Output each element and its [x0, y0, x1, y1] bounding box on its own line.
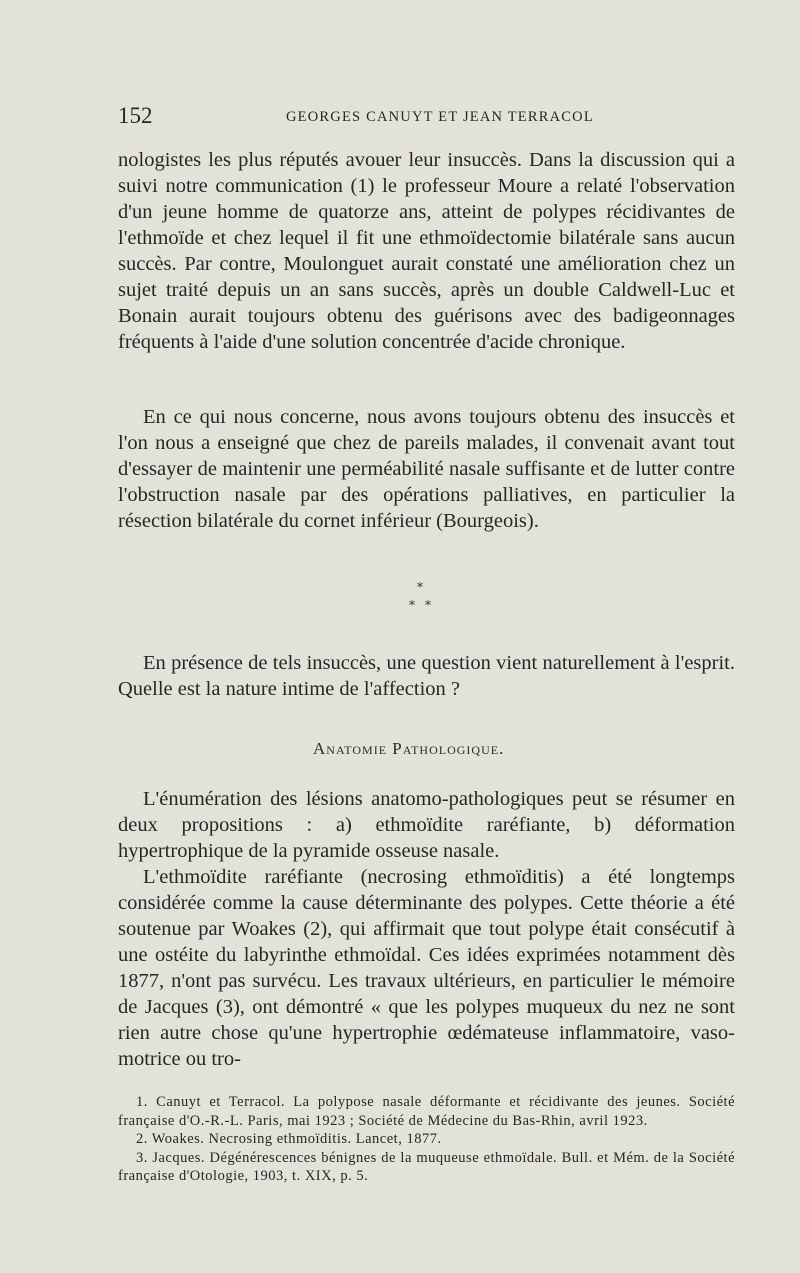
paragraph-4: L'énumération des lésions anatomo-pathologiques peut se résumer en deux propositions : a) ethmoïdite raréfiante, b) déformation hypertrophique de la pyramide osseuse nasale. — [118, 788, 735, 862]
running-head: GEORGES CANUYT ET JEAN TERRACOL — [286, 109, 594, 125]
asterisk-right: * — [425, 598, 431, 612]
paragraph-1: nologistes les plus réputés avouer leur insuccès. Dans la discussion qui a suivi notre communication (1) le professeur Moure a relaté l'observation d'un jeune homme de quatorze ans, atteint de polypes récidivantes de l'ethmoïde et chez lequel il fit une ethmoïdectomie bilatérale sans aucun succès. Par contre, Moulonguet aurait constaté une amélioration chez un sujet traité depuis un an sans succès, après un double Caldwell-Luc et Bonain aurait toujours obtenu des guérisons avec des badigeonnages fréquents à l'aide d'une solution concentrée d'acide chronique. — [118, 149, 735, 353]
asterisk-left: * — [409, 598, 415, 612]
section-heading: Anatomie Pathologique. — [313, 739, 505, 758]
paragraph-continued — [118, 147, 735, 355]
section-separator-asterisks — [400, 580, 440, 620]
footnotes — [118, 1093, 735, 1186]
footnote-1: 1. Canuyt et Terracol. La polypose nasale déformante et récidivante des jeunes. Société française d'O.-R.-L. Paris, mai 1923 ; Société de Médecine du Bas-Rhin, avril 1923. — [118, 1094, 735, 1129]
paragraph-group-3 — [118, 650, 735, 702]
asterisk-top: * — [417, 580, 423, 594]
paragraph-3: En présence de tels insuccès, une question vient naturellement à l'esprit. Quelle est la nature intime de l'affection ? — [118, 652, 735, 700]
paragraph-group-2 — [118, 404, 735, 534]
paragraph-5: L'ethmoïdite raréfiante (necrosing ethmoïditis) a été longtemps considérée comme la cause déterminante des polypes. Cette théorie a été soutenue par Woakes (2), qui affirmait que tout polype était consécutif à une ostéite du labyrinthe ethmoïdal. Ces idées exprimées notamment dès 1877, n'ont pas survécu. Les travaux ultérieurs, en particulier le mémoire de Jacques (3), ont démontré « que les polypes muqueux du nez ne sont rien autre chose qu'une hypertrophie œdémateuse inflammatoire, vaso-motrice ou tro- — [118, 866, 735, 1070]
paragraph-group-4 — [118, 786, 735, 1072]
footnote-3: 3. Jacques. Dégénérescences bénignes de la muqueuse ethmoïdale. Bull. et Mém. de la Société française d'Otologie, 1903, t. XIX, p. 5. — [118, 1149, 735, 1184]
footnote-2: 2. Woakes. Necrosing ethmoïditis. Lancet, 1877. — [136, 1131, 442, 1147]
page-number: 152 — [118, 103, 153, 128]
paragraph-2: En ce qui nous concerne, nous avons toujours obtenu des insuccès et l'on nous a enseigné que chez de pareils malades, il convenait avant tout d'essayer de maintenir une perméabilité nasale suffisante et de lutter contre l'obstruction nasale par des opérations palliatives, en particulier la résection bilatérale du cornet inférieur (Bourgeois). — [118, 406, 735, 532]
page-header — [118, 103, 735, 133]
